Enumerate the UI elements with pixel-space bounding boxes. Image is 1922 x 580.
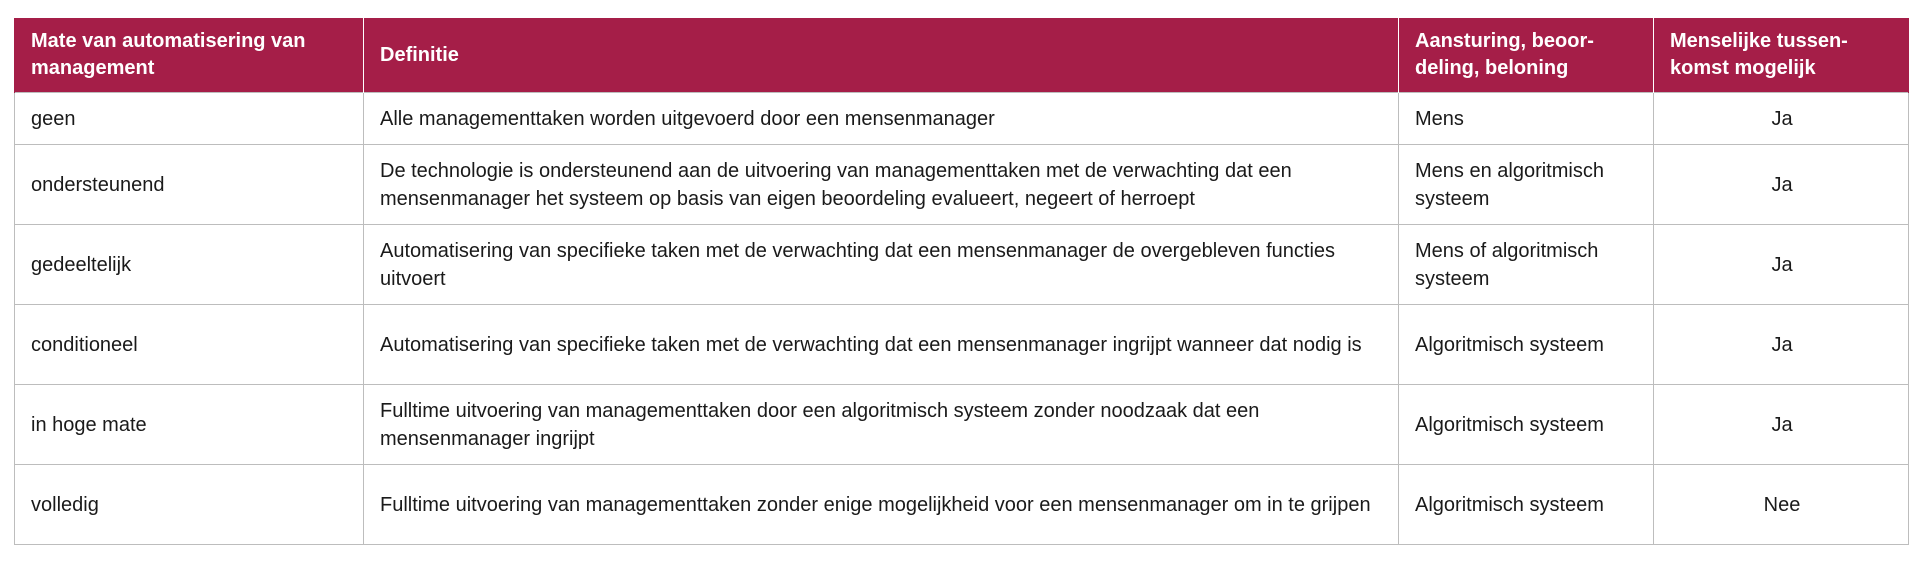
cell-human-intervention: Ja [1654, 385, 1909, 465]
cell-level: volledig [15, 465, 364, 545]
cell-definition: Automatisering van specifieke taken met de verwachting dat een mensenmanager ingrijpt wanneer dat nodig is [364, 305, 1399, 385]
cell-control: Algoritmisch systeem [1399, 465, 1654, 545]
cell-human-intervention: Ja [1654, 145, 1909, 225]
cell-definition: Alle managementtaken worden uitgevoerd door een mensenmanager [364, 93, 1399, 145]
cell-human-intervention: Ja [1654, 93, 1909, 145]
cell-definition: Fulltime uitvoering van managementtaken zonder enige mogelijkheid voor een mensenmanager om in te grijpen [364, 465, 1399, 545]
cell-control: Algoritmisch systeem [1399, 305, 1654, 385]
cell-level: gedeeltelijk [15, 225, 364, 305]
cell-human-intervention: Ja [1654, 225, 1909, 305]
table-row [15, 385, 1909, 465]
cell-definition: Fulltime uitvoering van managementtaken door een algoritmisch systeem zonder noodzaak dat een mensenmanager ingrijpt [364, 385, 1399, 465]
cell-human-intervention: Ja [1654, 305, 1909, 385]
table-body [15, 93, 1909, 545]
cell-level: conditioneel [15, 305, 364, 385]
cell-control: Mens [1399, 93, 1654, 145]
cell-definition: Automatisering van specifieke taken met de verwachting dat een mensenmanager de overgebleven functies uitvoert [364, 225, 1399, 305]
table-row [15, 145, 1909, 225]
header-human-intervention: Menselijke tussen- komst mogelijk [1654, 18, 1909, 93]
cell-control: Mens en algoritmisch systeem [1399, 145, 1654, 225]
table-row [15, 305, 1909, 385]
table-header [15, 18, 1909, 93]
cell-human-intervention: Nee [1654, 465, 1909, 545]
table-row [15, 93, 1909, 145]
header-row [15, 18, 1909, 93]
cell-level: geen [15, 93, 364, 145]
cell-control: Algoritmisch systeem [1399, 385, 1654, 465]
cell-control: Mens of algoritmisch systeem [1399, 225, 1654, 305]
header-definition: Definitie [364, 18, 1399, 93]
header-control-assessment-reward: Aansturing, beoor- deling, beloning [1399, 18, 1654, 93]
header-automation-level: Mate van automatisering van management [15, 18, 364, 93]
cell-level: in hoge mate [15, 385, 364, 465]
automation-levels-table [14, 18, 1909, 545]
cell-definition: De technologie is ondersteunend aan de uitvoering van managementtaken met de verwachting dat een mensenmanager het systeem op basis van eigen beoordeling evalueert, negeert of herroept [364, 145, 1399, 225]
table-row [15, 225, 1909, 305]
cell-level: ondersteunend [15, 145, 364, 225]
table-row [15, 465, 1909, 545]
